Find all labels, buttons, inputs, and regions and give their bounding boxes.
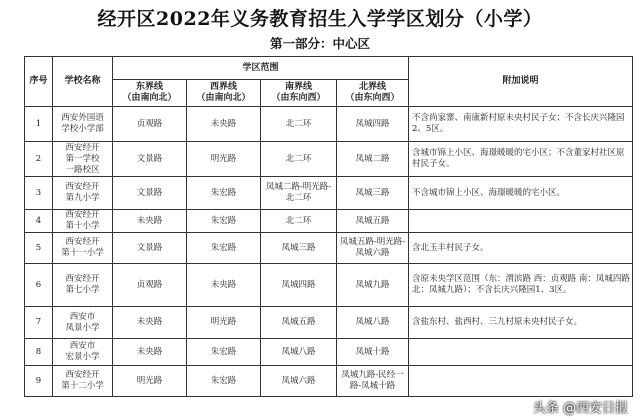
source-watermark: 头条 @西安日报 [532, 401, 628, 416]
east-boundary: 贞观路 [113, 107, 187, 142]
north-boundary: 凤城九路 [337, 264, 409, 307]
east-boundary: 文景路 [113, 142, 187, 177]
south-boundary: 凤城五路 [261, 307, 337, 339]
header-east: 东界线 （由南向北） [113, 80, 187, 107]
south-boundary: 凤城六路 [261, 366, 337, 397]
table-row [25, 366, 633, 397]
west-boundary: 朱宏路 [187, 177, 261, 210]
north-boundary: 凤城五路 [337, 210, 409, 233]
row-index: 3 [25, 177, 53, 210]
header-range: 学区范围 [113, 57, 409, 80]
table-row [25, 307, 633, 339]
note [409, 339, 633, 366]
note: 含城市锦上小区、海璟暖暖的宅小区；不含董家村社区原村民子女。 [409, 142, 633, 177]
header-north: 北界线 （由东向西） [337, 80, 409, 107]
west-boundary: 朱宏路 [187, 339, 261, 366]
row-index: 8 [25, 339, 53, 366]
page-title: 经开区2022年义务教育招生入学学区划分（小学） [97, 8, 543, 30]
west-boundary: 朱宏路 [187, 233, 261, 264]
north-boundary: 凤城五路-明光路-凤城六路 [337, 233, 409, 264]
note: 不含城市锦上小区、海璟暖暖的宅小区。 [409, 177, 633, 210]
east-boundary: 未央路 [113, 307, 187, 339]
header-school: 学校名称 [53, 57, 113, 107]
row-index: 4 [25, 210, 53, 233]
note [409, 210, 633, 233]
table-row [25, 264, 633, 307]
school-district-table [24, 56, 633, 397]
header-note: 附加说明 [409, 57, 633, 107]
south-boundary: 北二环 [261, 107, 337, 142]
north-boundary: 凤城九路-民经一路-凤城十路 [337, 366, 409, 397]
school-name: 西安经开 第七小学 [53, 264, 113, 307]
header-index: 序号 [25, 57, 53, 107]
east-boundary: 文景路 [113, 177, 187, 210]
north-boundary: 凤城四路 [337, 107, 409, 142]
south-boundary: 凤城八路 [261, 339, 337, 366]
east-boundary: 文景路 [113, 233, 187, 264]
north-boundary: 凤城三路 [337, 177, 409, 210]
row-index: 9 [25, 366, 53, 397]
south-boundary: 北二环 [261, 142, 337, 177]
note: 不含尚家寨、南康新村原未央村民子女；不含长庆兴隆园2、5区。 [409, 107, 633, 142]
table-row [25, 107, 633, 142]
east-boundary: 贞观路 [113, 264, 187, 307]
table-row [25, 339, 633, 366]
school-name: 西安外国语 学校小学部 [53, 107, 113, 142]
south-boundary: 凤城二路-明光路-北二环 [261, 177, 337, 210]
note [409, 366, 633, 397]
table-row [25, 233, 633, 264]
south-boundary: 北二环 [261, 210, 337, 233]
table-row [25, 210, 633, 233]
west-boundary: 未央路 [187, 264, 261, 307]
section-subtitle: 第一部分：中心区 [269, 36, 370, 51]
school-name: 西安经开 第一学校 一路校区 [53, 142, 113, 177]
north-boundary: 凤城二路 [337, 142, 409, 177]
north-boundary: 凤城八路 [337, 307, 409, 339]
north-boundary: 凤城十路 [337, 339, 409, 366]
south-boundary: 凤城三路 [261, 233, 337, 264]
header-south: 南界线 （由东向西） [261, 80, 337, 107]
school-name: 西安经开 第十一小学 [53, 233, 113, 264]
west-boundary: 明光路 [187, 142, 261, 177]
south-boundary: 凤城四路 [261, 264, 337, 307]
east-boundary: 未央路 [113, 339, 187, 366]
east-boundary: 明光路 [113, 366, 187, 397]
row-index: 5 [25, 233, 53, 264]
table-row [25, 177, 633, 210]
note: 含原未央学区范围（东：渭滨路 西：贞观路 南：凤城四路 北：凤城九路）；不含长庆兴隆园1、3区。 [409, 264, 633, 307]
note: 含北玉丰村民子女。 [409, 233, 633, 264]
west-boundary: 朱宏路 [187, 210, 261, 233]
row-index: 2 [25, 142, 53, 177]
school-name: 西安市 凤景小学 [53, 307, 113, 339]
west-boundary: 朱宏路 [187, 366, 261, 397]
row-index: 1 [25, 107, 53, 142]
school-name: 西安经开 第九小学 [53, 177, 113, 210]
school-name: 西安经开 第十二小学 [53, 366, 113, 397]
east-boundary: 未央路 [113, 210, 187, 233]
row-index: 7 [25, 307, 53, 339]
west-boundary: 明光路 [187, 307, 261, 339]
note: 含盐东村、盐西村、三九村原未央村民子女。 [409, 307, 633, 339]
school-name: 西安经开 第十小学 [53, 210, 113, 233]
row-index: 6 [25, 264, 53, 307]
school-name: 西安市 宏景小学 [53, 339, 113, 366]
header-west: 西界线 （由南向北） [187, 80, 261, 107]
west-boundary: 未央路 [187, 107, 261, 142]
table-row [25, 142, 633, 177]
